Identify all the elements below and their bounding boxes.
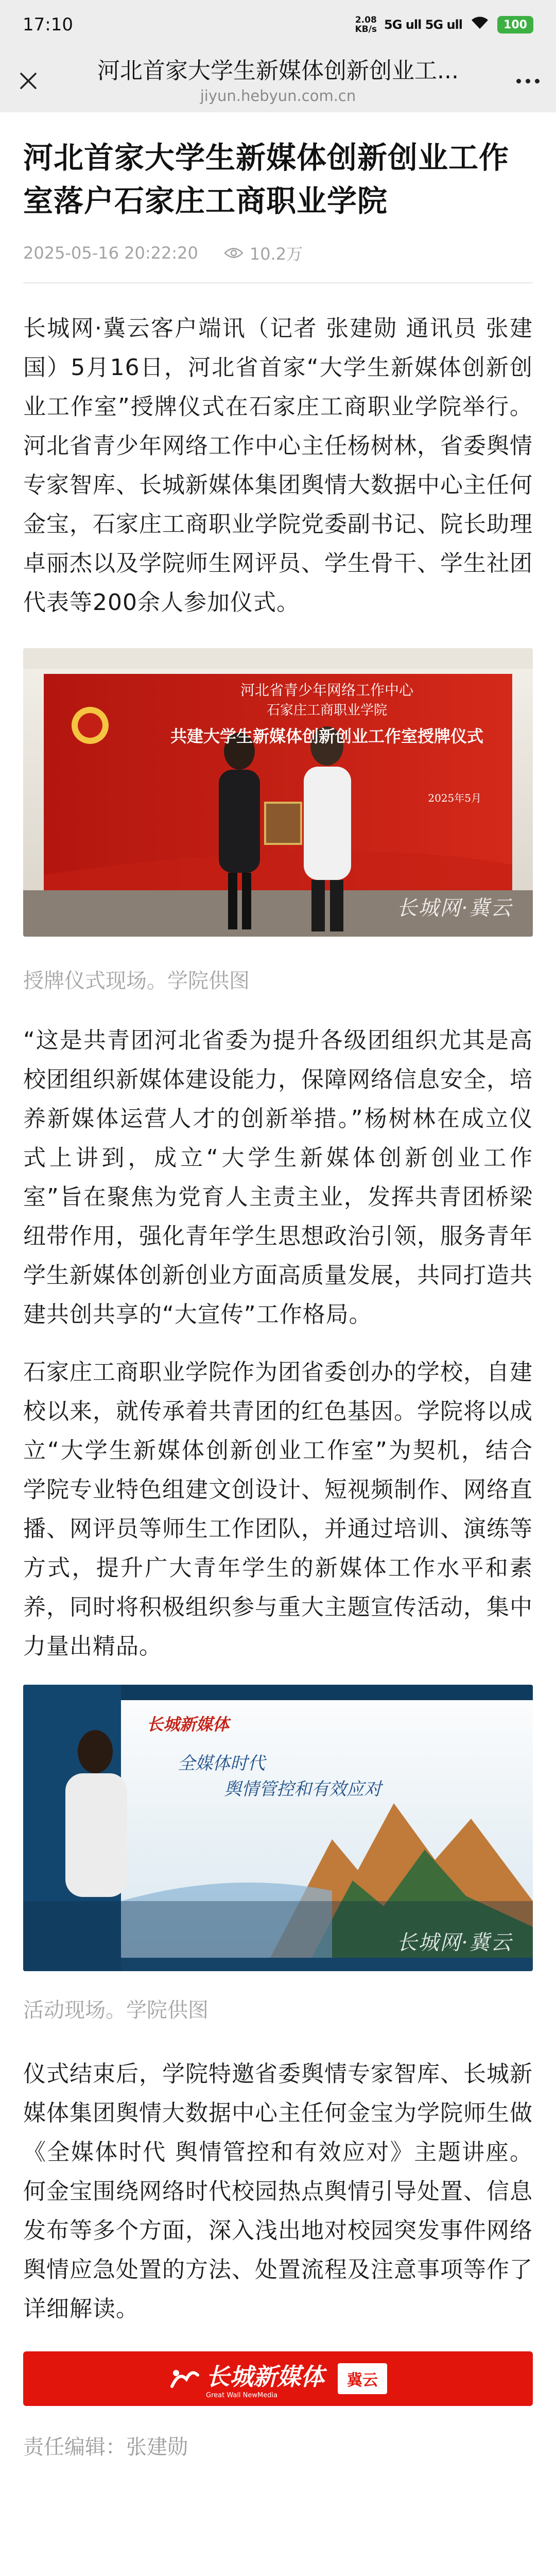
status-indicators [355,14,533,35]
publish-datetime: 2025-05-16 20:22:20 [23,243,198,263]
screen-brand: 长城新媒体 [147,1715,230,1734]
more-options-button[interactable] [499,49,556,112]
signal-icon: 5G ull 5G ull [384,18,462,32]
article-paragraph-2: “这是共青团河北省委为提升各级团组织尤其是高校团组织新媒体建设能力，保障网络信息安全，培养新媒体运营人才的创新举措。”杨树林在成立仪式上讲到，成立“大学生新媒体创新创业工作室”旨在聚焦为党育人主责主业，发挥共青团桥梁纽带作用，强化青年学生思想政治引领，服务青年学生新媒体创新创业方面高质量发展，共同打造共建共创共享的“大宣传”工作格局。 [23,1027,533,1328]
browser-title-bar [0,49,556,112]
status-time: 17:10 [23,14,73,35]
photo-watermark: 长城网·冀云 [396,1931,512,1955]
great-wall-logo-icon [169,2366,200,2392]
status-bar [0,0,556,49]
footer-logo-text: 长城新媒体 [206,2363,324,2391]
page-domain: jiyun.hebyun.com.cn [200,87,356,105]
screen-title: 全媒体时代 舆情管控和有效应对 [178,1753,381,1800]
jiyun-logo: 冀云 [338,2363,387,2394]
lecture-photo [23,1685,533,1971]
ceremony-banner-text: 河北省青少年网络工作中心 石家庄工商职业学院 共建大学生新媒体创新创业工作室授牌仪式 2025年5月 [170,682,483,804]
responsible-editor: 责任编辑：张建勋 [23,2435,188,2459]
article [0,112,556,2462]
divider [23,282,533,283]
footer-logo-sub: Great Wall NewMedia [206,2392,278,2399]
article-headline: 河北首家大学生新媒体创新创业工作室落户石家庄工商职业学院 [23,140,510,218]
photo-watermark: 长城网·冀云 [396,896,512,920]
close-button[interactable] [0,49,57,112]
ceremony-photo [23,648,533,937]
page-title-block [57,56,499,106]
view-count: 10.2万 [224,241,303,265]
network-speed: 2.08 KB/s [355,15,377,35]
article-meta [23,241,533,265]
page-title: 河北首家大学生新媒体创新创业工... [97,58,459,84]
photo-caption-1: 授牌仪式现场。学院供图 [23,969,250,993]
eye-icon [224,246,244,260]
photo-caption-2: 活动现场。学院供图 [23,1998,208,2022]
battery-icon: 100 [497,16,533,33]
close-icon [18,71,39,91]
article-paragraph-4: 仪式结束后，学院特邀省委舆情专家智库、长城新媒体集团舆情大数据中心主任何金宝为学院师生做《全媒体时代 舆情管控和有效应对》主题讲座。何金宝围绕网络时代校园热点舆情引导处置、信息发布等多个方面，深入浅出地对校园突发事件网络舆情应急处置的方法、处置流程及注意事项等作了详细解读。 [23,2061,533,2322]
wifi-icon [470,14,490,35]
more-icon [516,79,521,83]
article-paragraph-3: 石家庄工商职业学院作为团省委创办的学校，自建校以来，就传承着共青团的红色基因。学院将以成立“大学生新媒体创新创业工作室”为契机，结合学院专业特色组建文创设计、短视频制作、网络直播、网评员等师生工作团队，并通过培训、演练等方式，提升广大青年学生的新媒体工作水平和素养，同时将积极组织参与重大主题宣传活动，集中力量出精品。 [23,1359,533,1659]
footer-brand-banner[interactable] [23,2351,533,2406]
article-paragraph-1: 长城网·冀云客户端讯（记者 张建勋 通讯员 张建国）5月16日，河北省首家“大学生新媒体创新创业工作室”授牌仪式在石家庄工商职业学院举行。河北省青少年网络工作中心主任杨树林，省委舆情专家智库、长城新媒体集团舆情大数据中心主任何金宝，石家庄工商职业学院党委副书记、院长助理卓丽杰以及学院师生网评员、学生骨干、学生社团代表等200余人参加仪式。 [23,315,533,616]
